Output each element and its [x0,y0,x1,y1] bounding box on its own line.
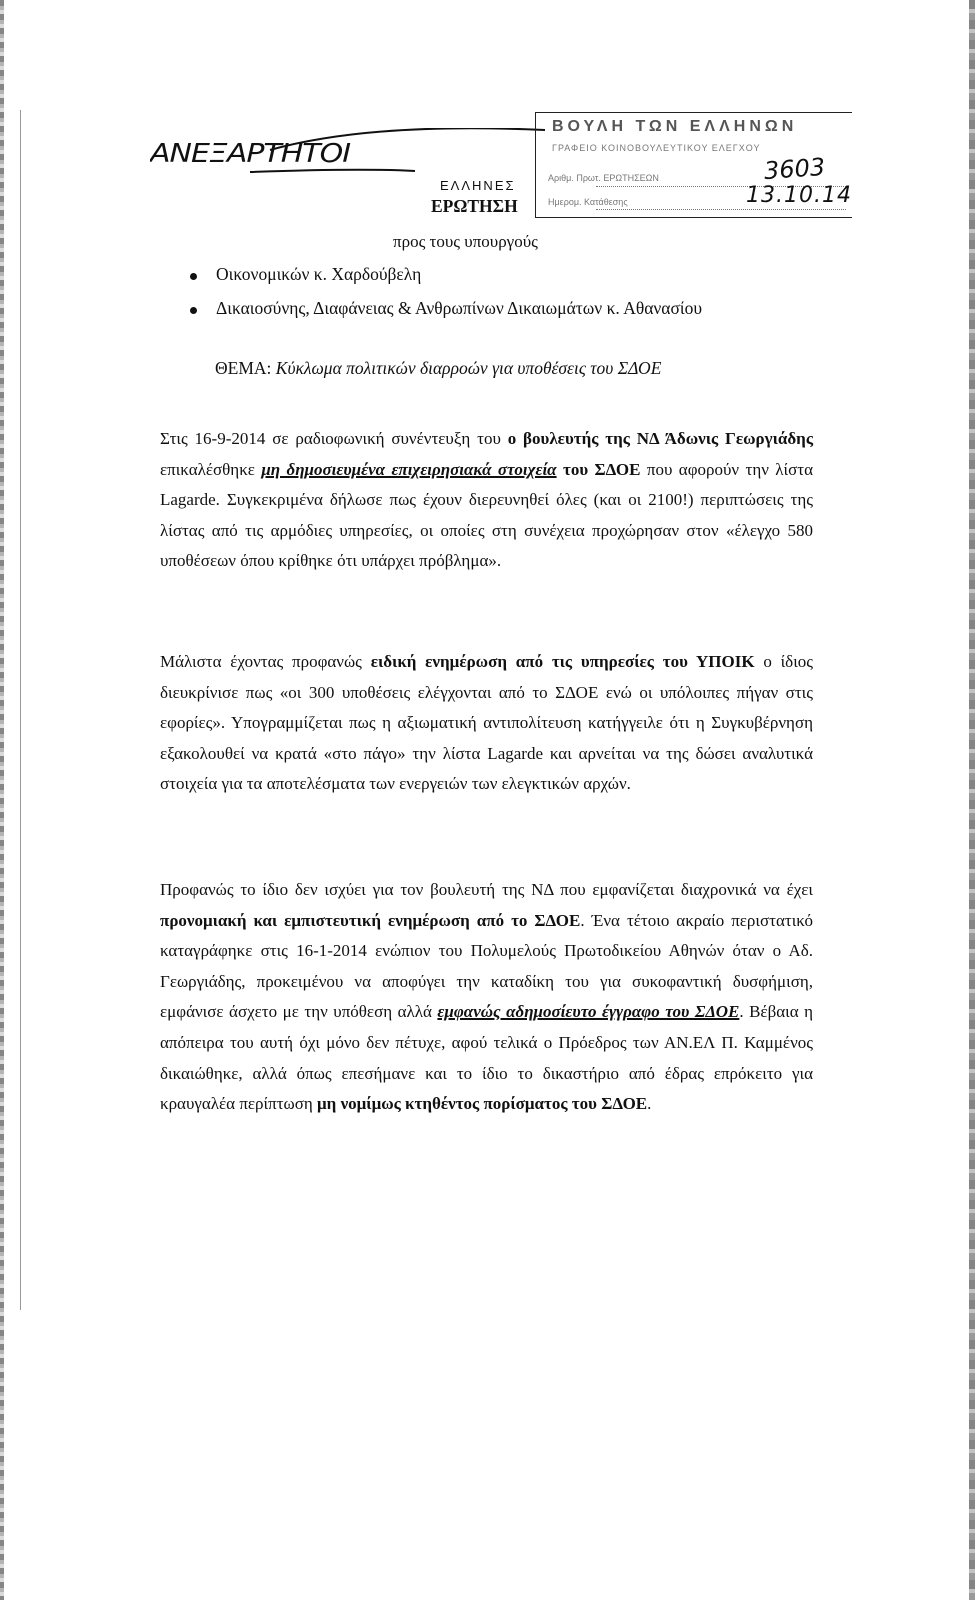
paragraph-3-underlined: εμφανώς αδημοσίευτο έγγραφο του ΣΔΟΕ [437,1002,740,1022]
paragraph-1-text: Στις 16-9-2014 σε ραδιοφωνική συνέντευξη του [160,429,508,448]
paragraph-2-text: ο ίδιος διευκρίνισε πως «οι 300 υποθέσεις ελέγχονται από το ΣΔΟΕ ενώ οι υπόλοιπες πήγαν στις εφορίες». Υπογραμμίζεται πως η αξιωματική αντιπολίτευση κατήγγειλε ότι η Συγκυβέρνηση εξακολουθεί να κρατά «στο πάγο» την λίστα Lagarde και αρνείται να της δώσει αναλυτικά στοιχεία για τα αποτελέσματα των ενεργειών των ελεγκτικών αρχών. [160,652,814,794]
paragraph-1-text: επικαλέσθηκε [160,459,262,479]
paragraph-3-text: . [647,1094,652,1114]
paragraph-2-text: Μάλιστα έχοντας προφανώς [160,652,371,671]
topic-text: Κύκλωμα πολιτικών διαρροών για υποθέσεις του ΣΔΟΕ [275,358,662,378]
paragraph-1 [160,424,813,577]
scan-edge-right [969,0,975,1600]
scan-edge-left [0,0,4,1600]
party-subtitle: ΕΛΛΗΝΕΣ [440,178,516,193]
stamp-date-line [596,209,846,210]
paragraph-1-bold: του ΣΔΟΕ [556,459,641,479]
stamp-department: ΓΡΑΦΕΙΟ ΚΟΙΝΟΒΟΥΛΕΥΤΙΚΟΥ ΕΛΕΓΧΟΥ [552,143,761,153]
recipient-item: Οικονομικών κ. Χαρδούβελη [216,264,422,284]
recipients-heading: προς τους υπουργούς [393,232,538,251]
paragraph-2 [160,647,813,800]
paragraph-3-text: Προφανώς το ίδιο δεν ισχύει για τον βουλευτή της ΝΔ που εμφανίζεται διαχρονικά να έχει [160,880,813,899]
stamp-title: ΒΟΥΛΗ ΤΩΝ ΕΛΛΗΝΩΝ [552,118,798,135]
paragraph-1-bold: ο βουλευτής της ΝΔ Άδωνις Γεωργιάδης [507,429,813,448]
svg-text:ΑΝΕΞΑΡΤΗΤΟΙ: ΑΝΕΞΑΡΤΗΤΟΙ [150,138,351,169]
paragraph-3-text: . Ένα τέτοιο ακραίο περιστατικό καταγράφηκε στις 16-1-2014 ενώπιον του Πολυμελούς Πρωτοδικείου Αθηνών όταν ο Αδ. Γεωργιάδης, προκειμένου να αποφύγει την καταδίκη του για συκοφαντική δυσφήμιση, εμφάνισε άσχετο με την υπόθεση αλλά [160,910,813,1022]
topic-line [215,358,661,379]
stamp-number: 3603 [763,152,826,186]
registration-stamp [535,112,852,218]
party-logo [150,128,570,178]
paragraph-3-bold: προνομιακή και εμπιστευτική ενημέρωση από το ΣΔΟΕ [160,910,581,930]
scan-side-line [20,110,21,1310]
paragraph-2-bold: ειδική ενημέρωση από τις υπηρεσίες του ΥΠΟΙΚ [370,652,755,671]
stamp-date-label: Ημερομ. Κατάθεσης [548,197,628,207]
stamp-date: 13.10.14 [746,183,852,208]
paragraph-3 [160,875,813,1120]
paragraph-1-underlined: μη δημοσιευμένα επιχειρησιακά στοιχεία [261,459,557,479]
paragraph-1-text: που αφορούν την λίστα Lagarde. Συγκεκριμένα δήλωσε πως έχουν διερευνηθεί όλες (και οι 2100!) περιπτώσεις της λίστας από τις αρμόδιες υπηρεσίες, οι οποίες στη συνέχεια προχώρησαν στον «έλεγχο 580 υποθέσεων όπου κρίθηκε ότι υπάρχει πρόβλημα». [160,459,814,571]
topic-label: ΘΕΜΑ: [215,358,272,378]
paragraph-3-text: . Βέβαια η απόπειρα του αυτή όχι μόνο δεν πέτυχε, αφού τελικά ο Πρόεδρος των ΑΝ.ΕΛ Π. Καμμένος δικαιώθηκε, αλλά όπως επεσήμανε και το ίδιο το δικαστήριο από έδρας επρόκειτο για κραυγαλέα περίπτωση [160,1002,813,1114]
stamp-number-label: Αριθμ. Πρωτ. ΕΡΩΤΗΣΕΩΝ [548,173,659,183]
paragraph-3-bold: μη νομίμως κτηθέντος πορίσματος του ΣΔΟΕ [317,1094,648,1114]
recipient-item: Δικαιοσύνης, Διαφάνειας & Ανθρωπίνων Δικαιωμάτων κ. Αθανασίου [216,298,703,318]
document-title: ΕΡΩΤΗΣΗ [431,196,518,216]
